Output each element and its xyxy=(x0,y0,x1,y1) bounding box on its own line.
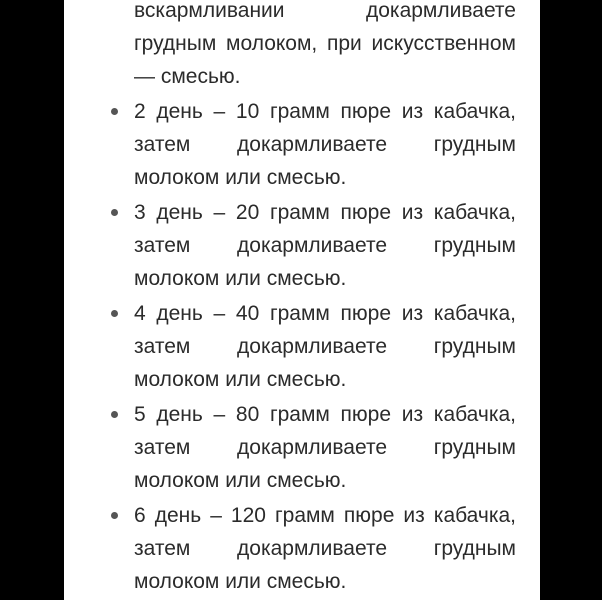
intro-continuation-text: вскармливании докармливаете грудным молоком, при искусственном — смесью. xyxy=(134,0,516,88)
list-item xyxy=(134,499,516,598)
bullet-icon xyxy=(111,512,118,519)
bullet-icon xyxy=(111,310,118,317)
list-item-text: 2 день – 10 грамм пюре из кабачка, затем докармливаете грудным молоком или смесью. xyxy=(134,100,516,189)
list-item-text: 6 день – 120 грамм пюре из кабачка, затем докармливаете грудным молоком или смесью. xyxy=(134,504,516,593)
list-item-text: 4 день – 40 грамм пюре из кабачка, затем докармливаете грудным молоком или смесью. xyxy=(134,302,516,391)
bullet-icon xyxy=(111,209,118,216)
bullet-icon xyxy=(111,108,118,115)
list-item-text: 5 день – 80 грамм пюре из кабачка, затем докармливаете грудным молоком или смесью. xyxy=(134,403,516,492)
list-item xyxy=(134,95,516,194)
article-panel xyxy=(64,0,540,600)
feeding-schedule-list xyxy=(134,95,516,600)
list-item-text: 3 день – 20 грамм пюре из кабачка, затем докармливаете грудным молоком или смесью. xyxy=(134,201,516,290)
bullet-icon xyxy=(111,411,118,418)
list-item xyxy=(134,297,516,396)
list-item xyxy=(134,398,516,497)
list-item xyxy=(134,196,516,295)
